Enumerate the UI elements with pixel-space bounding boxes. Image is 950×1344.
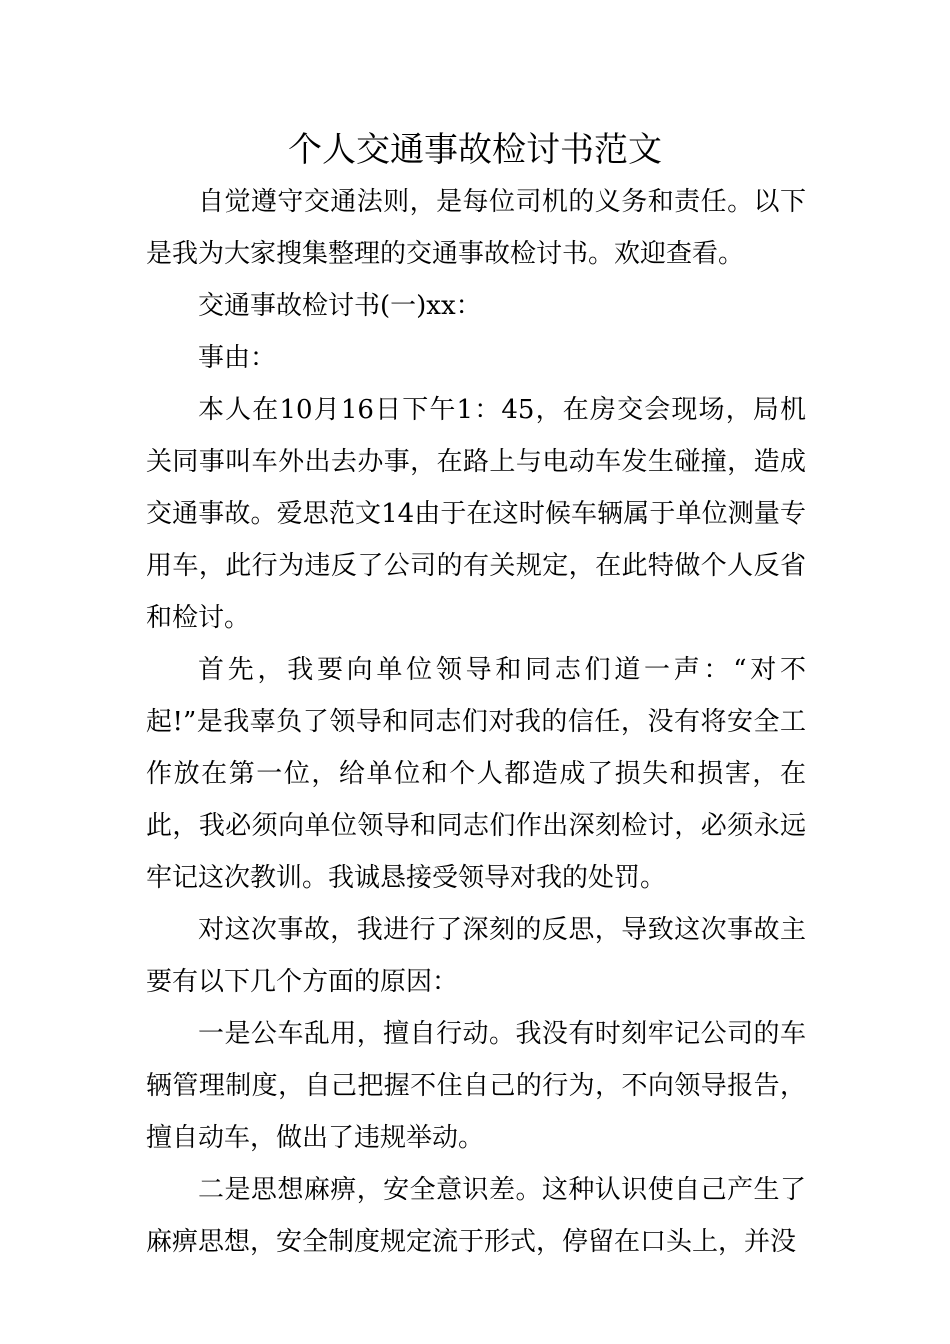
paragraph-heading-letter-1: 交通事故检讨书(一)xx： <box>198 291 482 321</box>
paragraph-incident: 本人在10月16日下午1：45，在房交会现场，局机关同事叫车外出去办事，在路上与电动车发生碰撞，造成交通事故。爱思范文14由于在这时候车辆属于单位测量专用车，此行为违反了公司的有关规定，在此特做个人反省和检讨。 <box>146 395 806 633</box>
paragraph-reason-label: 事由： <box>198 343 277 373</box>
paragraph-reason-one: 一是公车乱用，擅自行动。我没有时刻牢记公司的车辆管理制度，自己把握不住自己的行为，不向领导报告，擅自动车，做出了违规举动。 <box>146 1019 806 1153</box>
paragraph-intro: 自觉遵守交通法则，是每位司机的义务和责任。以下是我为大家搜集整理的交通事故检讨书。欢迎查看。 <box>146 187 806 269</box>
paragraph-reason-two: 二是思想麻痹，安全意识差。这种认识使自己产生了麻痹思想，安全制度规定流于形式，停留在口头上，并没 <box>146 1175 806 1257</box>
document-title: 个人交通事故检讨书范文 <box>288 130 662 170</box>
paragraph-apology: 首先，我要向单位领导和同志们道一声：“对不起!”是我辜负了领导和同志们对我的信任，没有将安全工作放在第一位，给单位和个人都造成了损失和损害，在此，我必须向单位领导和同志们作出深刻检讨，必须永远牢记这次教训。我诚恳接受领导对我的处罚。 <box>146 655 806 893</box>
document-body <box>146 176 806 1268</box>
paragraph-reflection: 对这次事故，我进行了深刻的反思，导致这次事故主要有以下几个方面的原因： <box>146 915 806 997</box>
